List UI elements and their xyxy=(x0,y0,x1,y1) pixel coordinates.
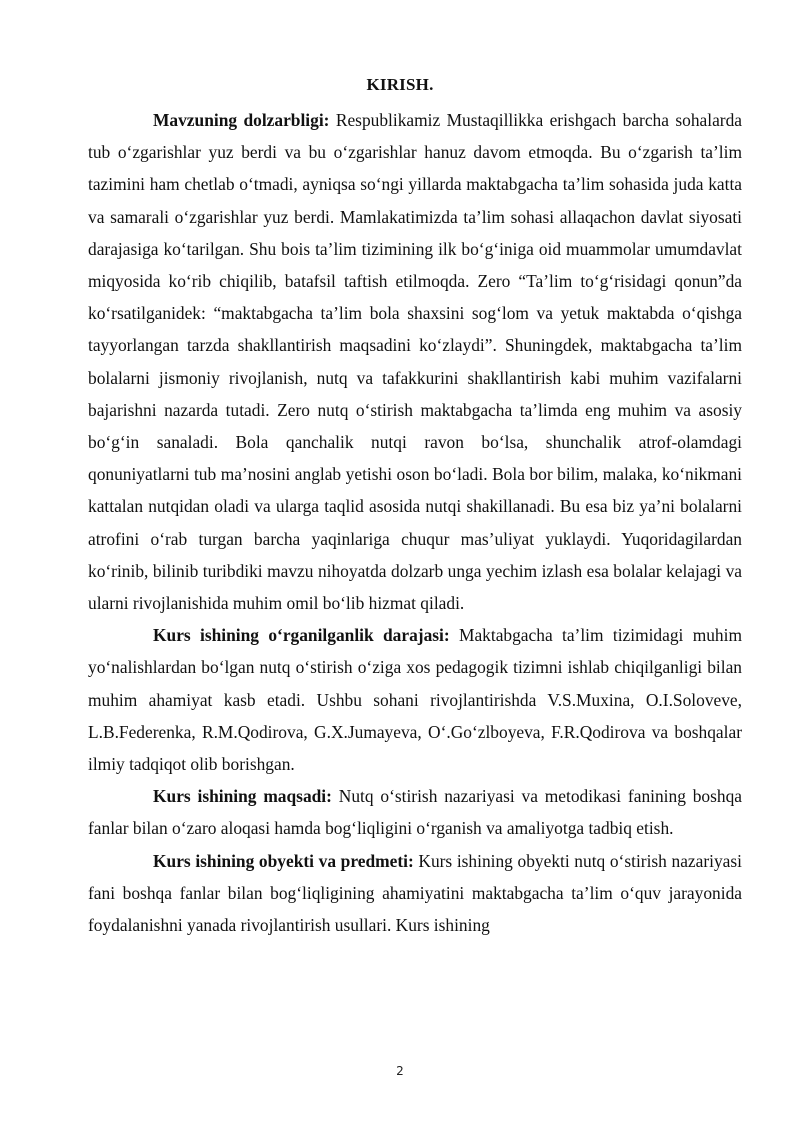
paragraph-heading: Kurs ishining obyekti va predmeti: xyxy=(153,850,414,871)
paragraph-text: Maktabgacha ta’lim tizimidagi muhim yo‘nalishlardan bo‘lgan nutq o‘stirish o‘ziga xos pedagogik tizimni ishlab chiqilganligi bilan muhim ahamiyat kasb etadi. Ushbu sohani rivojlantirishda V.S.Muxina, O.I.Soloveve, L.B.Federenka, R.M.Qodirova, G.X.Jumayeva, O‘.Go‘zlboyeva, F.R.Qodirova va boshqalar ilmiy tadqiqot olib borishgan. xyxy=(88,625,742,775)
document-body xyxy=(88,104,742,941)
paragraph-text: Respublikamiz Mustaqillikka erishgach barcha sohalarda tub o‘zgarishlar yuz berdi va bu o‘zgarishlar hanuz davom etmoqda. Bu o‘zgarish ta’lim tazimini ham chetlab o‘tmadi, ayniqsa so‘ngi yillarda maktabgacha ta’lim sohasida juda katta va samarali o‘zgarishlar yuz berdi. Mamlakatimizda ta’lim sohasi allaqachon davlat siyosati darajasiga ko‘tarilgan. Shu bois ta’lim tizimining ilk bo‘g‘iniga oid muammolar umumdavlat miqyosida ko‘rib chiqilib, batafsil taftish etilmoqda. Zero “Ta’lim to‘g‘risidagi qonun”da ko‘rsatilganidek: “maktabgacha ta’lim bola shaxsini sog‘lom va yetuk maktabda o‘qishga tayyorlangan tarzda shakllantirish maqsadini ko‘zlaydi”. Shuningdek, maktabgacha ta’lim bolalarni jismoniy rivojlanish, nutq va tafakkurini shakllantirish kabi muhim vazifalarni bajarishni nazarda tutadi. Zero nutq o‘stirish maktabgacha ta’limda eng muhim va asosiy bo‘g‘in sanaladi. Bola qanchalik nutqi ravon bo‘lsa, shunchalik atrof-olamdagi qonuniyatlarni tub ma’nosini anglab yetishi oson bo‘ladi. Bola bor bilim, malaka, ko‘nikmani kattalan nutqidan oladi va ularga taqlid asosida nutqi shakillanadi. Bu esa biz ya’ni bolalarni atrofini o‘rab turgan barcha yaqinlariga chuqur mas’uliyat yuklaydi. Yuqoridagilardan ko‘rinib, bilinib turibdiki mavzu nihoyatda dolzarb unga yechim izlash esa bolalar kelajagi va ularni rivojlanishida muhim omil bo‘lib hizmat qiladi. xyxy=(88,110,742,614)
paragraph-heading: Kurs ishining o‘rganilganlik darajasi: xyxy=(153,625,450,646)
paragraph-relevance xyxy=(88,104,742,619)
page-number: 2 xyxy=(396,1064,404,1078)
page-title: KIRISH. xyxy=(366,75,434,94)
paragraph-heading: Mavzuning dolzarbligi: xyxy=(153,110,330,130)
paragraph-study-level xyxy=(88,619,742,780)
paragraph-object-subject xyxy=(88,845,742,942)
paragraph-heading: Kurs ishining maqsadi: xyxy=(153,786,332,807)
paragraph-text: Nutq o‘stirish nazariyasi va metodikasi fanining boshqa fanlar bilan o‘zaro aloqasi hamda bog‘liqligini o‘rganish va amaliyotga tadbiq etish. xyxy=(88,786,742,839)
paragraph-goal xyxy=(88,780,742,844)
paragraph-text: Kurs ishining obyekti nutq o‘stirish nazariyasi fani boshqa fanlar bilan bog‘liqligining ahamiyatini maktabgacha ta’lim o‘quv jarayonida foydalanishni yanada rivojlantirish usullari. Kurs ishining xyxy=(88,850,742,936)
